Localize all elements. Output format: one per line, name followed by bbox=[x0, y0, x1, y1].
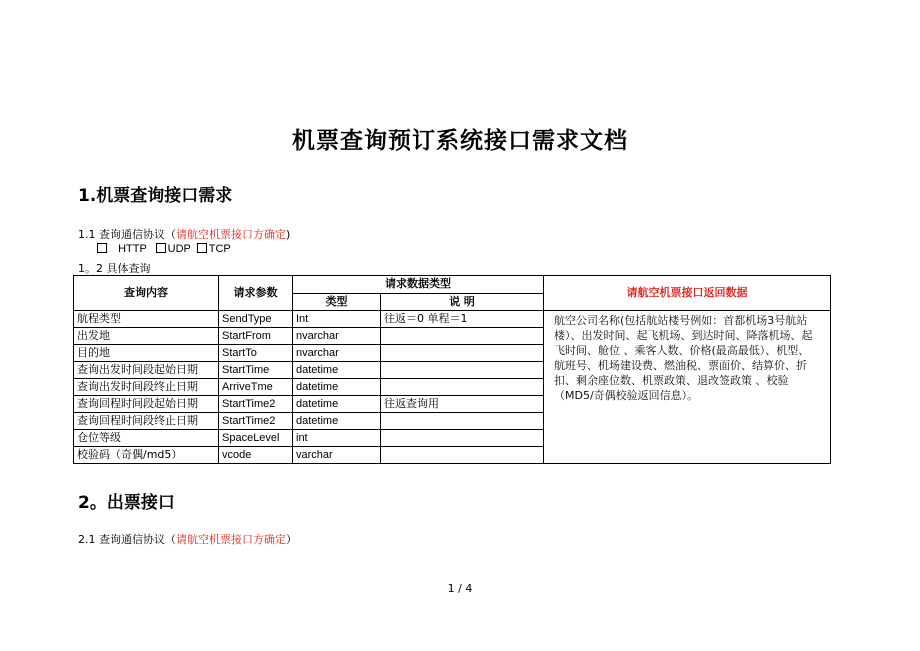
cell-param: StartTime bbox=[219, 362, 293, 379]
section1-protocol-line bbox=[78, 226, 290, 242]
cell-desc bbox=[381, 379, 544, 396]
cell-content: 校验码（奇偶/md5） bbox=[74, 447, 219, 464]
header-data-type-group: 请求数据类型 bbox=[293, 276, 544, 294]
cell-content: 查询回程时间段终止日期 bbox=[74, 413, 219, 430]
cell-content: 仓位等级 bbox=[74, 430, 219, 447]
cell-type: int bbox=[293, 430, 381, 447]
section1-heading: 1.机票查询接口需求 bbox=[78, 186, 233, 206]
cell-content: 查询出发时间段终止日期 bbox=[74, 379, 219, 396]
cell-type: datetime bbox=[293, 362, 381, 379]
udp-label: UDP bbox=[167, 243, 191, 255]
document-title: 机票查询预订系统接口需求文档 bbox=[292, 128, 628, 154]
section2-protocol-line bbox=[78, 531, 297, 547]
cell-param: StartTime2 bbox=[219, 413, 293, 430]
page-number: 1 / 4 bbox=[447, 582, 473, 595]
cell-param: StartTo bbox=[219, 345, 293, 362]
cell-type: nvarchar bbox=[293, 345, 381, 362]
cell-desc bbox=[381, 328, 544, 345]
http-label: HTTP bbox=[118, 243, 147, 255]
http-checkbox[interactable] bbox=[97, 243, 107, 253]
cell-desc bbox=[381, 345, 544, 362]
return-data-cell: 航空公司名称(包括航站楼号例如：首都机场3号航站楼）、出发时间、起飞机场、到达时间、降落机场、起飞时间、舱位 、乘客人数、价格(最高最低）、机型、航班号、机场建设费、燃油税、票面价、结算价、折扣、剩余座位数、机票政策、退改签政策 、校验（MD5/奇偶校验返回信息）。 bbox=[544, 311, 831, 464]
table-row bbox=[74, 311, 831, 328]
protocol-suffix: ) bbox=[286, 228, 291, 241]
cell-type: varchar bbox=[293, 447, 381, 464]
cell-content: 航程类型 bbox=[74, 311, 219, 328]
udp-checkbox[interactable] bbox=[156, 243, 166, 253]
cell-desc: 往返＝0 单程＝1 bbox=[381, 311, 544, 328]
header-description: 说 明 bbox=[381, 293, 544, 311]
protocol-suffix: ） bbox=[286, 533, 297, 546]
cell-desc: 往返查询用 bbox=[381, 396, 544, 413]
protocol-label: 2.1 查询通信协议（ bbox=[78, 533, 176, 546]
tcp-checkbox[interactable] bbox=[197, 243, 207, 253]
protocol-options bbox=[97, 243, 231, 255]
cell-param: StartFrom bbox=[219, 328, 293, 345]
cell-desc bbox=[381, 362, 544, 379]
protocol-label: 1.1 查询通信协议（ bbox=[78, 228, 176, 241]
cell-param: SendType bbox=[219, 311, 293, 328]
cell-type: datetime bbox=[293, 379, 381, 396]
cell-desc bbox=[381, 413, 544, 430]
header-request-params: 请求参数 bbox=[219, 276, 293, 311]
cell-content: 查询回程时间段起始日期 bbox=[74, 396, 219, 413]
section1-subheading: 1。2 具体查询 bbox=[78, 262, 151, 275]
cell-desc bbox=[381, 447, 544, 464]
cell-content: 查询出发时间段起始日期 bbox=[74, 362, 219, 379]
protocol-note: 请航空机票接口方确定 bbox=[176, 228, 286, 241]
cell-param: SpaceLevel bbox=[219, 430, 293, 447]
cell-type: Int bbox=[293, 311, 381, 328]
cell-param: ArriveTme bbox=[219, 379, 293, 396]
tcp-label: TCP bbox=[208, 243, 231, 255]
cell-type: nvarchar bbox=[293, 328, 381, 345]
query-params-table bbox=[73, 275, 831, 464]
header-type: 类型 bbox=[293, 293, 381, 311]
cell-desc bbox=[381, 430, 544, 447]
header-query-content: 查询内容 bbox=[74, 276, 219, 311]
cell-param: vcode bbox=[219, 447, 293, 464]
header-return-data: 请航空机票接口返回数据 bbox=[544, 276, 831, 311]
cell-content: 出发地 bbox=[74, 328, 219, 345]
cell-param: StartTime2 bbox=[219, 396, 293, 413]
cell-type: datetime bbox=[293, 413, 381, 430]
cell-type: datetime bbox=[293, 396, 381, 413]
section2-heading: 2。出票接口 bbox=[78, 493, 175, 513]
cell-content: 目的地 bbox=[74, 345, 219, 362]
protocol-note: 请航空机票接口方确定 bbox=[176, 533, 286, 546]
